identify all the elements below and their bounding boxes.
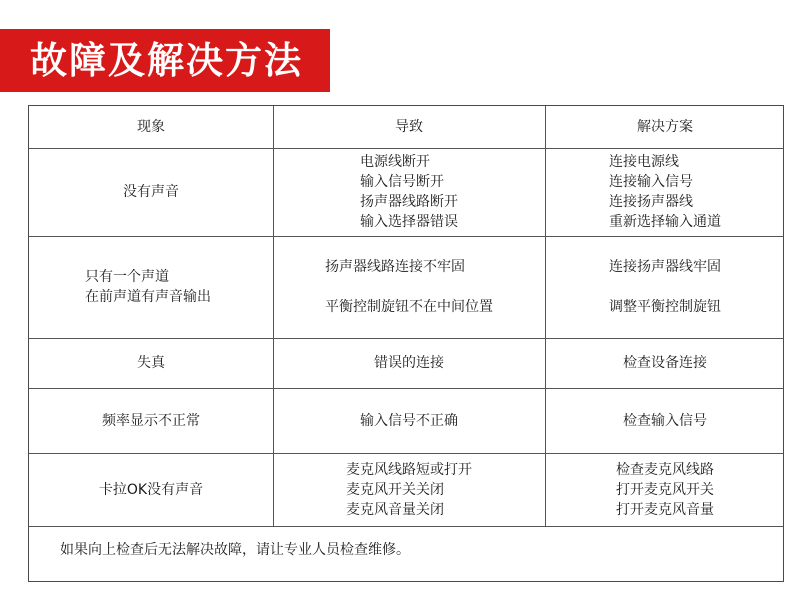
row-5-phenomenon <box>29 453 273 526</box>
cell-text: 电源线断开 <box>360 154 430 170</box>
cell-text: 麦克风音量关闭 <box>346 501 444 518</box>
title-banner <box>0 29 330 92</box>
cell-text: 连接扬声器线 <box>609 194 693 210</box>
header-solution <box>545 106 785 148</box>
cell-text: 扬声器线路连接不牢固 <box>325 259 465 275</box>
cell-text: 失真 <box>137 355 165 371</box>
cell-text: 麦克风线路短或打开 <box>346 461 472 478</box>
footnote: 如果向上检查后无法解决故障，请让专业人员检查维修。 <box>60 542 410 558</box>
cell-text: 检查输入信号 <box>623 412 707 429</box>
row-divider <box>29 526 783 527</box>
cell-text: 没有声音 <box>123 184 179 200</box>
row-1-solution <box>545 148 785 236</box>
header-label: 导致 <box>395 119 423 135</box>
row-4-solution <box>545 388 785 453</box>
cell-text: 输入信号不正确 <box>360 412 458 429</box>
header-label: 解决方案 <box>637 119 693 135</box>
row-2-cause <box>273 236 545 338</box>
cell-text: 检查设备连接 <box>623 355 707 371</box>
cell-text: 在前声道有声音输出 <box>85 289 211 305</box>
row-2-phenomenon <box>85 236 273 338</box>
cell-text: 错误的连接 <box>374 355 444 371</box>
cell-text: 打开麦克风音量 <box>616 501 714 518</box>
row-5-cause <box>273 453 545 526</box>
row-3-cause <box>273 338 545 388</box>
cell-text: 连接扬声器线牢固 <box>609 259 721 275</box>
cell-text: 只有一个声道 <box>85 269 169 285</box>
cell-text: 调整平衡控制旋钮 <box>609 299 721 315</box>
cell-text: 连接输入信号 <box>609 174 693 190</box>
header-label: 现象 <box>137 119 165 135</box>
row-1-phenomenon <box>29 148 273 236</box>
troubleshooting-table <box>28 105 784 582</box>
row-3-phenomenon <box>29 338 273 388</box>
cell-text: 平衡控制旋钮不在中间位置 <box>325 299 493 315</box>
row-2-solution <box>545 236 785 338</box>
cell-text: 麦克风开关关闭 <box>346 481 444 498</box>
row-5-solution <box>545 453 785 526</box>
cell-text: 输入选择器错误 <box>360 214 458 230</box>
cell-text: 扬声器线路断开 <box>360 194 458 210</box>
row-3-solution <box>545 338 785 388</box>
header-cause <box>273 106 545 148</box>
cell-text: 卡拉OK没有声音 <box>98 481 204 498</box>
header-phenomenon <box>29 106 273 148</box>
cell-text: 检查麦克风线路 <box>616 461 714 478</box>
cell-text: 重新选择输入通道 <box>609 214 721 230</box>
cell-text: 打开麦克风开关 <box>616 481 714 498</box>
row-4-cause <box>273 388 545 453</box>
page-title: 故障及解决方法 <box>30 39 303 82</box>
cell-text: 连接电源线 <box>609 154 679 170</box>
row-1-cause <box>273 148 545 236</box>
cell-text: 输入信号断开 <box>360 174 444 190</box>
row-4-phenomenon <box>29 388 273 453</box>
cell-text: 频率显示不正常 <box>102 412 200 429</box>
